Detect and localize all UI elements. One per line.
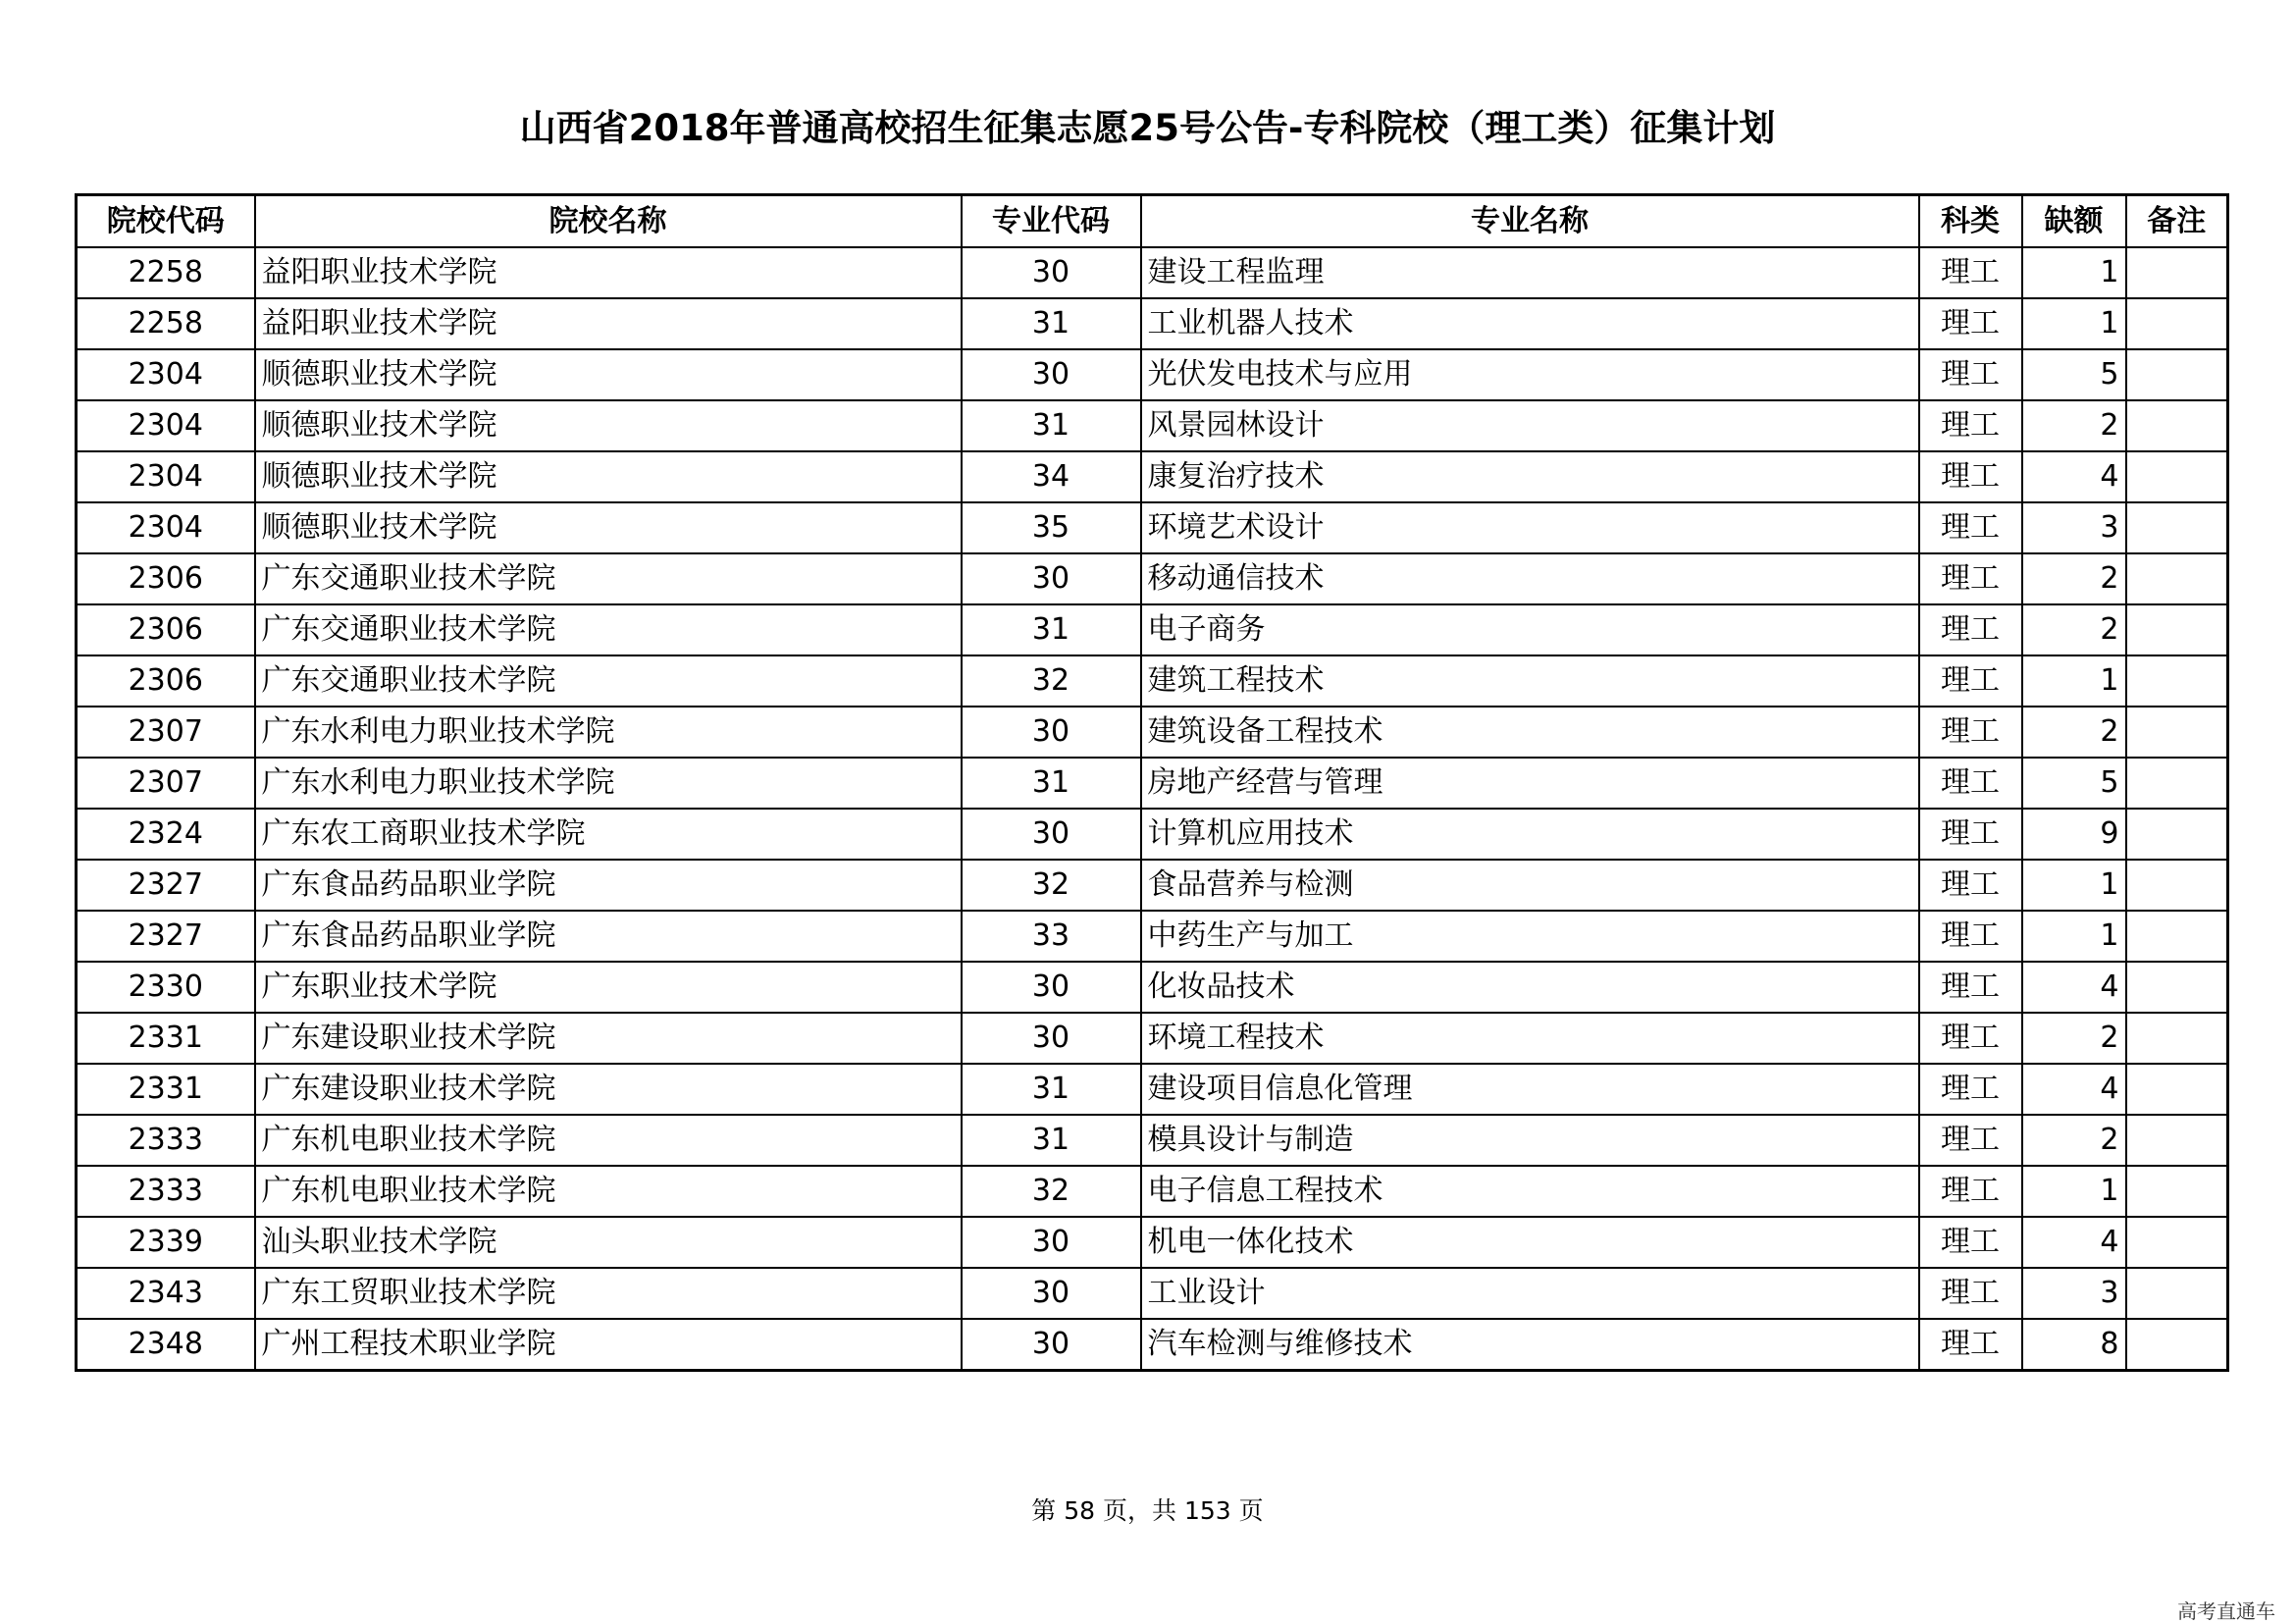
cell-quota: 3 xyxy=(2022,502,2126,553)
cell-school-code: 2304 xyxy=(77,349,255,400)
header-quota: 缺额 xyxy=(2022,195,2126,248)
cell-major-code: 31 xyxy=(962,298,1141,349)
cell-major-name: 房地产经营与管理 xyxy=(1141,758,1919,809)
footer-page-total: 153 xyxy=(1184,1496,1231,1525)
footer-middle: 页，共 xyxy=(1103,1496,1177,1525)
table-row xyxy=(77,1268,2228,1319)
cell-quota: 2 xyxy=(2022,707,2126,758)
cell-school-code: 2306 xyxy=(77,553,255,604)
cell-school-code: 2258 xyxy=(77,298,255,349)
cell-major-name: 电子信息工程技术 xyxy=(1141,1166,1919,1217)
cell-category: 理工 xyxy=(1919,1013,2022,1064)
cell-major-name: 光伏发电技术与应用 xyxy=(1141,349,1919,400)
cell-remark xyxy=(2126,1319,2228,1371)
cell-major-code: 31 xyxy=(962,1115,1141,1166)
cell-school-name: 广东建设职业技术学院 xyxy=(255,1064,962,1115)
cell-category: 理工 xyxy=(1919,349,2022,400)
cell-remark xyxy=(2126,809,2228,860)
cell-school-code: 2327 xyxy=(77,911,255,962)
cell-school-code: 2333 xyxy=(77,1166,255,1217)
header-major-code: 专业代码 xyxy=(962,195,1141,248)
cell-school-name: 广东建设职业技术学院 xyxy=(255,1013,962,1064)
table-row xyxy=(77,1319,2228,1371)
cell-major-name: 机电一体化技术 xyxy=(1141,1217,1919,1268)
cell-school-name: 广东食品药品职业学院 xyxy=(255,911,962,962)
footer-suffix: 页 xyxy=(1238,1496,1264,1525)
cell-category: 理工 xyxy=(1919,298,2022,349)
cell-remark xyxy=(2126,1013,2228,1064)
cell-remark xyxy=(2126,400,2228,451)
cell-major-name: 环境艺术设计 xyxy=(1141,502,1919,553)
cell-category: 理工 xyxy=(1919,1166,2022,1217)
table-row xyxy=(77,553,2228,604)
cell-school-name: 顺德职业技术学院 xyxy=(255,502,962,553)
cell-quota: 1 xyxy=(2022,655,2126,707)
header-school-code: 院校代码 xyxy=(77,195,255,248)
table-row xyxy=(77,400,2228,451)
table-header-row xyxy=(77,195,2228,248)
cell-major-code: 30 xyxy=(962,809,1141,860)
cell-quota: 4 xyxy=(2022,1217,2126,1268)
cell-major-code: 30 xyxy=(962,349,1141,400)
cell-major-code: 32 xyxy=(962,860,1141,911)
cell-quota: 3 xyxy=(2022,1268,2126,1319)
cell-category: 理工 xyxy=(1919,860,2022,911)
cell-school-code: 2331 xyxy=(77,1064,255,1115)
cell-major-code: 34 xyxy=(962,451,1141,502)
header-school-name: 院校名称 xyxy=(255,195,962,248)
cell-school-code: 2258 xyxy=(77,247,255,298)
table-row xyxy=(77,1115,2228,1166)
page-title: 山西省2018年普通高校招生征集志愿25号公告-专科院校（理工类）征集计划 xyxy=(519,107,1776,149)
cell-major-code: 32 xyxy=(962,655,1141,707)
cell-major-code: 31 xyxy=(962,400,1141,451)
cell-major-code: 32 xyxy=(962,1166,1141,1217)
cell-remark xyxy=(2126,553,2228,604)
cell-major-code: 30 xyxy=(962,1013,1141,1064)
cell-category: 理工 xyxy=(1919,809,2022,860)
cell-major-code: 31 xyxy=(962,604,1141,655)
cell-category: 理工 xyxy=(1919,911,2022,962)
cell-quota: 4 xyxy=(2022,1064,2126,1115)
cell-school-name: 广东农工商职业技术学院 xyxy=(255,809,962,860)
cell-category: 理工 xyxy=(1919,502,2022,553)
header-remark: 备注 xyxy=(2126,195,2228,248)
cell-school-name: 广东水利电力职业技术学院 xyxy=(255,707,962,758)
cell-major-code: 30 xyxy=(962,1268,1141,1319)
cell-category: 理工 xyxy=(1919,1115,2022,1166)
cell-category: 理工 xyxy=(1919,707,2022,758)
cell-school-name: 广东工贸职业技术学院 xyxy=(255,1268,962,1319)
cell-remark xyxy=(2126,911,2228,962)
cell-category: 理工 xyxy=(1919,758,2022,809)
cell-quota: 5 xyxy=(2022,349,2126,400)
cell-school-name: 顺德职业技术学院 xyxy=(255,349,962,400)
cell-remark xyxy=(2126,1166,2228,1217)
cell-quota: 1 xyxy=(2022,911,2126,962)
table-row xyxy=(77,707,2228,758)
watermark: 高考直通车 xyxy=(2177,1599,2275,1623)
cell-school-name: 广东食品药品职业学院 xyxy=(255,860,962,911)
cell-school-name: 广东机电职业技术学院 xyxy=(255,1166,962,1217)
enrollment-plan-table xyxy=(75,193,2229,1372)
cell-major-name: 工业机器人技术 xyxy=(1141,298,1919,349)
cell-school-name: 广东交通职业技术学院 xyxy=(255,655,962,707)
cell-category: 理工 xyxy=(1919,655,2022,707)
cell-remark xyxy=(2126,502,2228,553)
cell-remark xyxy=(2126,860,2228,911)
cell-quota: 2 xyxy=(2022,1115,2126,1166)
cell-remark xyxy=(2126,1115,2228,1166)
table-row xyxy=(77,298,2228,349)
cell-school-code: 2307 xyxy=(77,707,255,758)
cell-quota: 1 xyxy=(2022,860,2126,911)
cell-school-code: 2306 xyxy=(77,655,255,707)
table-row xyxy=(77,809,2228,860)
cell-quota: 2 xyxy=(2022,1013,2126,1064)
table-row xyxy=(77,502,2228,553)
cell-category: 理工 xyxy=(1919,1064,2022,1115)
cell-major-code: 30 xyxy=(962,962,1141,1013)
cell-major-code: 30 xyxy=(962,1319,1141,1371)
cell-remark xyxy=(2126,451,2228,502)
table-row xyxy=(77,962,2228,1013)
cell-remark xyxy=(2126,655,2228,707)
table-row xyxy=(77,451,2228,502)
cell-major-name: 模具设计与制造 xyxy=(1141,1115,1919,1166)
cell-quota: 4 xyxy=(2022,451,2126,502)
cell-major-code: 33 xyxy=(962,911,1141,962)
header-category: 科类 xyxy=(1919,195,2022,248)
cell-major-name: 建设工程监理 xyxy=(1141,247,1919,298)
cell-remark xyxy=(2126,758,2228,809)
cell-major-code: 31 xyxy=(962,758,1141,809)
cell-major-name: 化妆品技术 xyxy=(1141,962,1919,1013)
cell-remark xyxy=(2126,247,2228,298)
cell-quota: 8 xyxy=(2022,1319,2126,1371)
cell-school-code: 2331 xyxy=(77,1013,255,1064)
cell-category: 理工 xyxy=(1919,451,2022,502)
cell-major-code: 30 xyxy=(962,247,1141,298)
cell-school-code: 2339 xyxy=(77,1217,255,1268)
cell-school-name: 广东水利电力职业技术学院 xyxy=(255,758,962,809)
cell-school-code: 2324 xyxy=(77,809,255,860)
cell-major-name: 建设项目信息化管理 xyxy=(1141,1064,1919,1115)
cell-category: 理工 xyxy=(1919,553,2022,604)
table-row xyxy=(77,860,2228,911)
table-row xyxy=(77,1013,2228,1064)
cell-major-name: 中药生产与加工 xyxy=(1141,911,1919,962)
table-row xyxy=(77,911,2228,962)
cell-major-name: 汽车检测与维修技术 xyxy=(1141,1319,1919,1371)
cell-quota: 4 xyxy=(2022,962,2126,1013)
cell-quota: 1 xyxy=(2022,298,2126,349)
cell-major-code: 30 xyxy=(962,707,1141,758)
table-row xyxy=(77,247,2228,298)
cell-category: 理工 xyxy=(1919,1319,2022,1371)
footer-prefix: 第 xyxy=(1031,1496,1057,1525)
cell-school-name: 益阳职业技术学院 xyxy=(255,247,962,298)
cell-school-code: 2333 xyxy=(77,1115,255,1166)
cell-school-code: 2307 xyxy=(77,758,255,809)
cell-major-name: 风景园林设计 xyxy=(1141,400,1919,451)
cell-quota: 5 xyxy=(2022,758,2126,809)
cell-quota: 9 xyxy=(2022,809,2126,860)
cell-major-name: 食品营养与检测 xyxy=(1141,860,1919,911)
cell-remark xyxy=(2126,1217,2228,1268)
cell-school-name: 益阳职业技术学院 xyxy=(255,298,962,349)
table-row xyxy=(77,758,2228,809)
cell-category: 理工 xyxy=(1919,1217,2022,1268)
header-major-name: 专业名称 xyxy=(1141,195,1919,248)
cell-major-code: 31 xyxy=(962,1064,1141,1115)
cell-major-name: 环境工程技术 xyxy=(1141,1013,1919,1064)
cell-school-name: 顺德职业技术学院 xyxy=(255,400,962,451)
cell-remark xyxy=(2126,1268,2228,1319)
cell-school-code: 2304 xyxy=(77,400,255,451)
cell-quota: 2 xyxy=(2022,604,2126,655)
cell-major-name: 康复治疗技术 xyxy=(1141,451,1919,502)
cell-school-code: 2327 xyxy=(77,860,255,911)
cell-school-code: 2304 xyxy=(77,451,255,502)
cell-school-name: 汕头职业技术学院 xyxy=(255,1217,962,1268)
cell-school-code: 2306 xyxy=(77,604,255,655)
cell-remark xyxy=(2126,707,2228,758)
cell-quota: 1 xyxy=(2022,1166,2126,1217)
cell-major-name: 建筑工程技术 xyxy=(1141,655,1919,707)
footer-page-number: 58 xyxy=(1064,1496,1096,1525)
cell-school-code: 2348 xyxy=(77,1319,255,1371)
cell-school-name: 广州工程技术职业学院 xyxy=(255,1319,962,1371)
cell-school-code: 2304 xyxy=(77,502,255,553)
cell-school-name: 顺德职业技术学院 xyxy=(255,451,962,502)
cell-school-name: 广东机电职业技术学院 xyxy=(255,1115,962,1166)
table-row xyxy=(77,1064,2228,1115)
cell-quota: 1 xyxy=(2022,247,2126,298)
cell-category: 理工 xyxy=(1919,247,2022,298)
table-row xyxy=(77,1166,2228,1217)
table-row xyxy=(77,655,2228,707)
cell-remark xyxy=(2126,349,2228,400)
cell-school-code: 2343 xyxy=(77,1268,255,1319)
cell-category: 理工 xyxy=(1919,1268,2022,1319)
cell-remark xyxy=(2126,962,2228,1013)
table-row xyxy=(77,604,2228,655)
cell-major-name: 移动通信技术 xyxy=(1141,553,1919,604)
cell-quota: 2 xyxy=(2022,400,2126,451)
table-row xyxy=(77,1217,2228,1268)
cell-major-name: 建筑设备工程技术 xyxy=(1141,707,1919,758)
cell-category: 理工 xyxy=(1919,604,2022,655)
cell-school-name: 广东交通职业技术学院 xyxy=(255,604,962,655)
page-footer xyxy=(0,1492,2295,1527)
cell-remark xyxy=(2126,604,2228,655)
cell-quota: 2 xyxy=(2022,553,2126,604)
cell-major-name: 计算机应用技术 xyxy=(1141,809,1919,860)
cell-remark xyxy=(2126,1064,2228,1115)
cell-school-name: 广东职业技术学院 xyxy=(255,962,962,1013)
table-row xyxy=(77,349,2228,400)
cell-category: 理工 xyxy=(1919,400,2022,451)
cell-school-name: 广东交通职业技术学院 xyxy=(255,553,962,604)
cell-major-name: 电子商务 xyxy=(1141,604,1919,655)
cell-major-code: 35 xyxy=(962,502,1141,553)
cell-category: 理工 xyxy=(1919,962,2022,1013)
cell-major-code: 30 xyxy=(962,553,1141,604)
cell-major-code: 30 xyxy=(962,1217,1141,1268)
cell-school-code: 2330 xyxy=(77,962,255,1013)
cell-major-name: 工业设计 xyxy=(1141,1268,1919,1319)
cell-remark xyxy=(2126,298,2228,349)
